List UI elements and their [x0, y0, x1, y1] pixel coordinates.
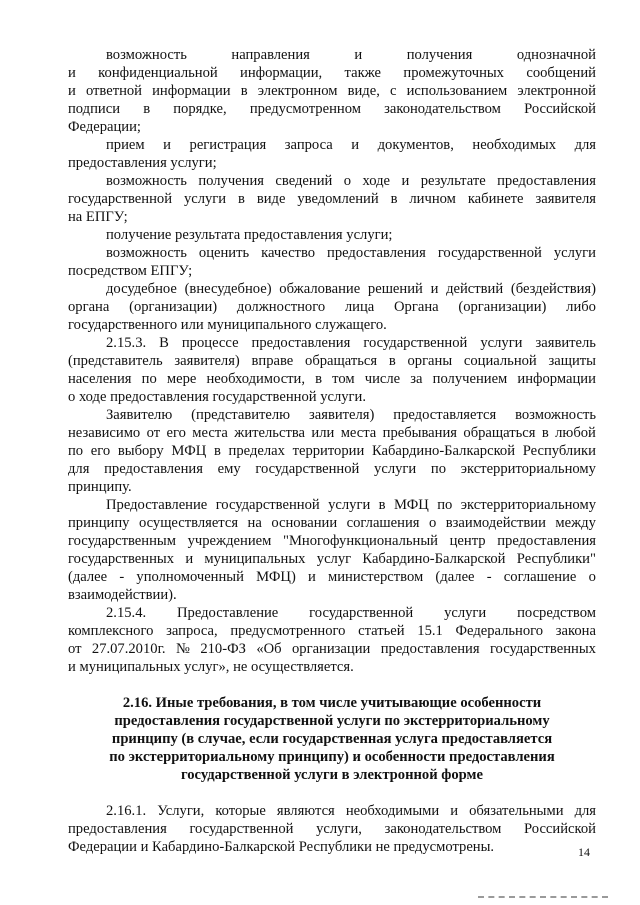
- section-heading-line: 2.16. Иные требования, в том числе учитывающие особенности: [122, 695, 542, 711]
- word: которые: [215, 803, 266, 819]
- text-line: [106, 244, 596, 262]
- word: предоставления: [68, 821, 167, 837]
- word: предоставления: [497, 533, 596, 549]
- word: и: [68, 65, 76, 81]
- word: -: [486, 569, 492, 585]
- word: и: [185, 551, 194, 567]
- text-line: [106, 406, 596, 424]
- word: Кабардино-Балкарской: [362, 551, 506, 567]
- text-line: [68, 550, 596, 568]
- word: и: [450, 803, 459, 819]
- word: места: [340, 425, 377, 441]
- word: предоставления: [104, 461, 203, 477]
- text-line: принципу.: [68, 479, 132, 495]
- word: 15.1: [417, 623, 443, 639]
- word: органа: [68, 299, 110, 315]
- word: результате: [420, 173, 486, 189]
- word: жительства: [234, 425, 305, 441]
- word: промежуточных: [403, 65, 504, 81]
- word: комплексного: [68, 623, 154, 639]
- word: предусмотренном: [249, 101, 361, 117]
- word: пределах: [228, 443, 285, 459]
- text-line: [68, 298, 596, 316]
- word: возможность: [106, 245, 187, 261]
- word: обращаться: [463, 425, 536, 441]
- word: соглашения: [346, 515, 420, 531]
- word: государственной: [437, 245, 542, 261]
- word: в: [143, 101, 151, 117]
- word: независимо: [68, 425, 141, 441]
- text-line: [68, 622, 596, 640]
- word: муниципальных: [204, 551, 306, 567]
- word: государственной: [68, 191, 173, 207]
- word: взаимодействии: [445, 515, 546, 531]
- word: Предоставление: [106, 497, 208, 513]
- word: услуги: [183, 191, 227, 207]
- page-number: 14: [578, 845, 590, 859]
- word: от: [68, 641, 82, 657]
- word: о: [428, 515, 437, 531]
- word: сведений: [275, 173, 333, 189]
- section-heading-line: по экстерриториальному принципу) и особенности предоставления: [109, 749, 555, 765]
- text-line: [106, 136, 596, 154]
- text-line: предоставления услуги;: [68, 155, 217, 171]
- word: предоставления: [327, 245, 426, 261]
- word: экстерриториальному: [460, 461, 596, 477]
- word: услуг: [316, 551, 352, 567]
- word: заявителя: [535, 191, 596, 207]
- word: решений: [367, 281, 423, 297]
- word: получения: [406, 47, 473, 63]
- word: (организации): [458, 299, 547, 315]
- text-line: [68, 64, 596, 82]
- text-line: получение результата предоставления услуги;: [106, 227, 393, 243]
- word: государственной: [309, 605, 414, 621]
- word: в: [388, 353, 396, 369]
- word: государственных: [68, 551, 175, 567]
- word: 2.16.1.: [106, 803, 147, 819]
- text-line: [106, 604, 596, 622]
- word: государственной: [255, 461, 360, 477]
- text-line: [68, 532, 596, 550]
- word: и: [401, 173, 410, 189]
- word: кабинете: [467, 191, 524, 207]
- word: 2.15.3.: [106, 335, 147, 351]
- word: обращаться: [305, 353, 378, 369]
- text-line: о ходе предоставления государственной услуги.: [68, 389, 366, 405]
- word: его: [90, 443, 111, 459]
- word: оценить: [198, 245, 250, 261]
- word: государственным: [68, 533, 176, 549]
- word: обязательными: [469, 803, 564, 819]
- word: или: [311, 425, 335, 441]
- word: Федерального: [455, 623, 544, 639]
- word: от: [146, 425, 161, 441]
- word: в: [238, 191, 245, 207]
- word: мере: [166, 371, 197, 387]
- word: и: [430, 281, 439, 297]
- word: закона: [555, 623, 596, 639]
- word: возможность: [106, 47, 187, 63]
- word: любой: [555, 425, 596, 441]
- word: Кабардино-Балкарской: [371, 443, 516, 459]
- word: уведомлений: [297, 191, 379, 207]
- word: для: [574, 803, 596, 819]
- text-line: [68, 514, 596, 532]
- word: В: [159, 335, 169, 351]
- word: заявителя): [174, 353, 240, 369]
- text-line: государственного или муниципального служащего.: [68, 317, 387, 333]
- word: центр: [449, 533, 486, 549]
- text-line: [106, 280, 596, 298]
- word: «Об: [256, 641, 282, 657]
- word: МФЦ: [393, 497, 429, 513]
- word: по: [437, 497, 453, 513]
- word: виде,: [347, 83, 380, 99]
- word: Предоставление: [177, 605, 279, 621]
- word: №: [175, 641, 190, 657]
- word: Российской: [524, 101, 596, 117]
- text-line: [68, 568, 596, 586]
- word: информации,: [240, 65, 323, 81]
- word: для: [574, 137, 596, 153]
- word: конфиденциальной: [98, 65, 218, 81]
- word: ответной: [85, 83, 142, 99]
- word: Услуги,: [157, 803, 205, 819]
- word: с: [389, 83, 397, 99]
- word: запроса,: [166, 623, 218, 639]
- word: в: [240, 83, 248, 99]
- word: государственной: [363, 335, 468, 351]
- word: "Многофункциональный: [283, 533, 438, 549]
- word: услуги: [374, 461, 417, 477]
- word: сообщений: [526, 65, 596, 81]
- word: 2.15.4.: [106, 605, 147, 621]
- text-line: [68, 442, 596, 460]
- word: по: [68, 443, 84, 459]
- word: осуществляется: [138, 515, 239, 531]
- word: информации: [517, 371, 596, 387]
- word: предоставления: [380, 641, 480, 657]
- word: обжалование: [279, 281, 361, 297]
- text-line: [106, 334, 596, 352]
- word: посредством: [517, 605, 596, 621]
- text-line: [106, 802, 596, 820]
- section-heading-line: принципу (в случае, если государственная услуга предоставляется: [111, 731, 553, 747]
- word: качество: [261, 245, 316, 261]
- word: места: [192, 425, 228, 441]
- word: законодательством: [384, 101, 501, 117]
- scan-artifact: [478, 896, 608, 900]
- word: по: [141, 371, 157, 387]
- word: (представителю: [191, 407, 291, 423]
- word: получением: [432, 371, 508, 387]
- word: основании: [271, 515, 338, 531]
- word: либо: [566, 299, 596, 315]
- word: предоставления: [497, 173, 596, 189]
- word: заявителя): [309, 407, 375, 423]
- text-line: посредством ЕПГУ;: [68, 263, 193, 279]
- text-line: Федерации;: [68, 119, 141, 135]
- word: (далее: [435, 569, 475, 585]
- word: государственных: [489, 641, 596, 657]
- word: действий: [446, 281, 504, 297]
- word: Республики": [516, 551, 596, 567]
- word: электронном: [257, 83, 338, 99]
- text-line: [68, 460, 596, 478]
- word: экстерриториальному: [460, 497, 596, 513]
- word: запроса: [284, 137, 333, 153]
- word: в: [390, 191, 398, 207]
- word: использованием: [406, 83, 508, 99]
- word: за: [410, 371, 423, 387]
- word: на: [247, 515, 262, 531]
- word: порядке,: [173, 101, 227, 117]
- word: возможность: [106, 173, 187, 189]
- word: услуги: [553, 245, 596, 261]
- word: (бездействия): [510, 281, 596, 297]
- word: ему: [217, 461, 241, 477]
- word: (организации): [129, 299, 218, 315]
- word: услуги: [444, 605, 487, 621]
- word: (внесудебное): [184, 281, 272, 297]
- word: предусмотренного: [230, 623, 346, 639]
- word: МФЦ: [171, 443, 207, 459]
- text-line: и муниципальных услуг», не осуществляется.: [68, 659, 354, 675]
- text-line: на ЕПГУ;: [68, 209, 128, 225]
- word: между: [555, 515, 596, 531]
- word: и: [354, 47, 363, 63]
- word: должностного: [236, 299, 326, 315]
- text-line: [68, 424, 596, 442]
- text-line: [106, 496, 596, 514]
- word: органы: [407, 353, 453, 369]
- word: о: [343, 173, 352, 189]
- word: и: [308, 569, 316, 585]
- word: социальной: [463, 353, 537, 369]
- word: услуги: [328, 497, 371, 513]
- word: Республики: [522, 443, 596, 459]
- section-heading-line: предоставления государственной услуги по экстерриториальному: [114, 713, 550, 729]
- word: являются: [276, 803, 335, 819]
- word: предоставляется: [393, 407, 497, 423]
- word: законодательством: [384, 821, 502, 837]
- word: МФЦ): [256, 569, 296, 585]
- word: принципу: [68, 515, 130, 531]
- word: заявитель: [535, 335, 596, 351]
- word: прием: [106, 137, 145, 153]
- word: услуги: [480, 335, 523, 351]
- word: 27.07.2010г.: [91, 641, 166, 657]
- text-line: [68, 370, 596, 388]
- word: защиты: [548, 353, 596, 369]
- word: услуги,: [316, 821, 362, 837]
- word: и: [351, 137, 360, 153]
- word: выбору: [117, 443, 164, 459]
- word: числе: [364, 371, 401, 387]
- word: том: [332, 371, 355, 387]
- word: и: [68, 83, 76, 99]
- word: процессе: [181, 335, 239, 351]
- word: государственной: [215, 497, 320, 513]
- word: пребывания: [382, 425, 457, 441]
- word: виде: [256, 191, 286, 207]
- text-line: [68, 352, 596, 370]
- word: и: [163, 137, 171, 153]
- word: вправе: [251, 353, 294, 369]
- word: Заявителю: [106, 407, 173, 423]
- text-line: взаимодействии).: [68, 587, 177, 603]
- text-line: [68, 82, 596, 100]
- word: возможность: [515, 407, 596, 423]
- word: организации: [291, 641, 371, 657]
- text-line: [68, 100, 596, 118]
- word: в: [541, 425, 549, 441]
- word: соглашение: [503, 569, 577, 585]
- word: статьей: [358, 623, 405, 639]
- word: направления: [231, 47, 310, 63]
- word: о: [588, 569, 596, 585]
- word: в: [378, 497, 386, 513]
- word: в: [213, 443, 221, 459]
- word: однозначной: [516, 47, 596, 63]
- word: населения: [68, 371, 132, 387]
- word: документов,: [377, 137, 454, 153]
- word: государственной: [189, 821, 294, 837]
- word: получения: [198, 173, 264, 189]
- word: электронной: [517, 83, 596, 99]
- word: (представитель: [68, 353, 163, 369]
- word: территории: [292, 443, 365, 459]
- word: информации: [152, 83, 231, 99]
- word: регистрация: [189, 137, 267, 153]
- word: необходимыми: [345, 803, 440, 819]
- word: уполномоченный: [136, 569, 244, 585]
- text-line: [68, 190, 596, 208]
- text-line: [68, 820, 596, 838]
- word: досудебное: [106, 281, 177, 297]
- word: подписи: [68, 101, 121, 117]
- text-line: Федерации и Кабардино-Балкарской Республики не предусмотрены.: [68, 839, 495, 855]
- word: Российской: [524, 821, 596, 837]
- word: его: [166, 425, 186, 441]
- word: (далее: [68, 569, 108, 585]
- word: лица: [344, 299, 375, 315]
- section-heading-line: государственной услуги в электронной форме: [181, 767, 483, 783]
- text-line: [106, 46, 596, 64]
- word: 210-ФЗ: [200, 641, 246, 657]
- word: учреждением: [187, 533, 272, 549]
- word: Органа: [394, 299, 439, 315]
- word: -: [119, 569, 125, 585]
- word: необходимости,: [206, 371, 306, 387]
- word: по: [430, 461, 447, 477]
- word: для: [68, 461, 90, 477]
- word: также: [344, 65, 382, 81]
- word: необходимых: [472, 137, 557, 153]
- word: личном: [409, 191, 456, 207]
- word: в: [315, 371, 323, 387]
- word: ходе: [362, 173, 391, 189]
- text-line: [68, 640, 596, 658]
- text-line: [106, 172, 596, 190]
- word: предоставления: [251, 335, 351, 351]
- word: министерством: [328, 569, 424, 585]
